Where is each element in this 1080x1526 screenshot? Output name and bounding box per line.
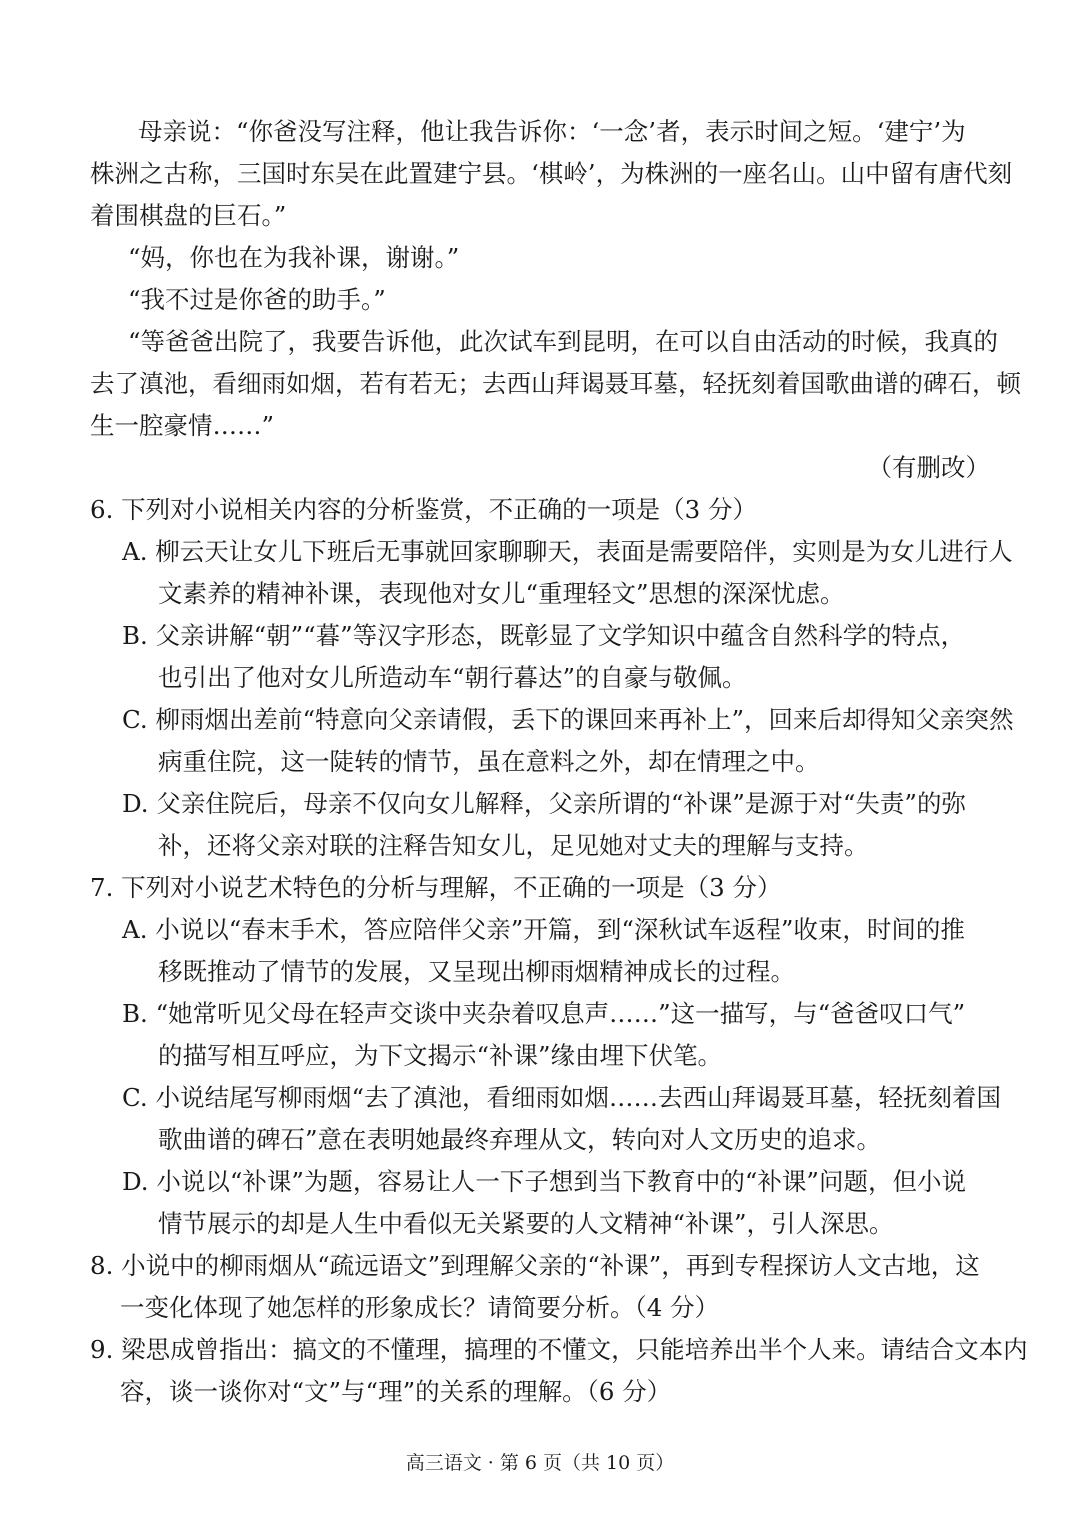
passage-line: “妈，你也在为我补课，谢谢。” [128,243,460,272]
option-line: 的描写相互呼应，为下文揭示“补课”缘由埋下伏笔。 [158,1041,723,1070]
option-line: D. 父亲住院后，母亲不仅向女儿解释，父亲所谓的“补课”是源于对“失责”的弥 [122,789,966,818]
option-line: D. 小说以“补课”为题，容易让人一下子想到当下教育中的“补课”问题，但小说 [122,1167,966,1196]
passage-line: “等爸爸出院了，我要告诉他，此次试车到昆明，在可以自由活动的时候，我真的 [128,327,999,356]
option-line: 也引出了他对女儿所造动车“朝行暮达”的自豪与敬佩。 [158,663,747,692]
question-stem: 6. 下列对小说相关内容的分析鉴赏，不正确的一项是（3 分） [90,495,758,524]
passage-line: 株洲之古称，三国时东吴在此置建宁县。‘棋岭’，为株洲的一座名山。山中留有唐代刻 [90,159,1013,188]
passage-line: 生一腔豪情……” [90,411,275,440]
passage-line: 母亲说：“你爸没写注释，他让我告诉你：‘一念’者，表示时间之短。‘建宁’为 [138,117,966,146]
option-line: 歌曲谱的碑石”意在表明她最终弃理从文，转向对人文历史的追求。 [158,1125,882,1154]
option-line: C. 小说结尾写柳雨烟“去了滇池，看细雨如烟……去西山拜谒聂耳墓，轻抚刻着国 [122,1083,1001,1112]
page-footer: 高三语文 · 第 6 页（共 10 页） [405,1452,675,1474]
option-line: 移既推动了情节的发展，又呈现出柳雨烟精神成长的过程。 [158,957,795,986]
option-line: A. 小说以“春末手术，答应陪伴父亲”开篇，到“深秋试车返程”收束，时间的推 [122,915,965,944]
option-line: B. 父亲讲解“朝”“暮”等汉字形态，既彰显了文学知识中蕴含自然科学的特点， [122,621,966,650]
passage-line: 着围棋盘的巨石。” [90,201,287,230]
question-stem: 7. 下列对小说艺术特色的分析与理解，不正确的一项是（3 分） [90,873,782,902]
option-line: 病重住院，这一陡转的情节，虽在意料之外，却在情理之中。 [158,747,820,776]
question-stem-cont: 一变化体现了她怎样的形象成长？请简要分析。（4 分） [120,1293,720,1322]
option-line: 情节展示的却是人生中看似无关紧要的人文精神“补课”，引人深思。 [158,1209,894,1238]
option-line: C. 柳雨烟出差前“特意向父亲请假，丢下的课回来再补上”，回来后却得知父亲突然 [122,705,1014,734]
option-line: B. “她常听见父母在轻声交谈中夹杂着叹息声……”这一描写，与“爸爸叹口气” [122,999,966,1028]
revision-note: （有删改） [867,453,990,482]
option-line: 文素养的精神补课，表现他对女儿“重理轻文”思想的深深忧虑。 [158,579,845,608]
passage-line: “我不过是你爸的助手。” [128,285,386,314]
question-stem: 8. 小说中的柳雨烟从“疏远语文”到理解父亲的“补课”，再到专程探访人文古地，这 [90,1251,980,1280]
question-stem: 9. 梁思成曾指出：搞文的不懂理，搞理的不懂文，只能培养出半个人来。请结合文本内 [90,1335,1028,1364]
question-stem-cont: 容，谈一谈你对“文”与“理”的关系的理解。（6 分） [120,1377,672,1406]
option-line: A. 柳云天让女儿下班后无事就回家聊聊天，表面是需要陪伴，实则是为女儿进行人 [122,537,1013,566]
passage-line: 去了滇池，看细雨如烟，若有若无；去西山拜谒聂耳墓，轻抚刻着国歌曲谱的碑石，顿 [90,369,1021,398]
option-line: 补，还将父亲对联的注释告知女儿，足见她对丈夫的理解与支持。 [158,831,869,860]
